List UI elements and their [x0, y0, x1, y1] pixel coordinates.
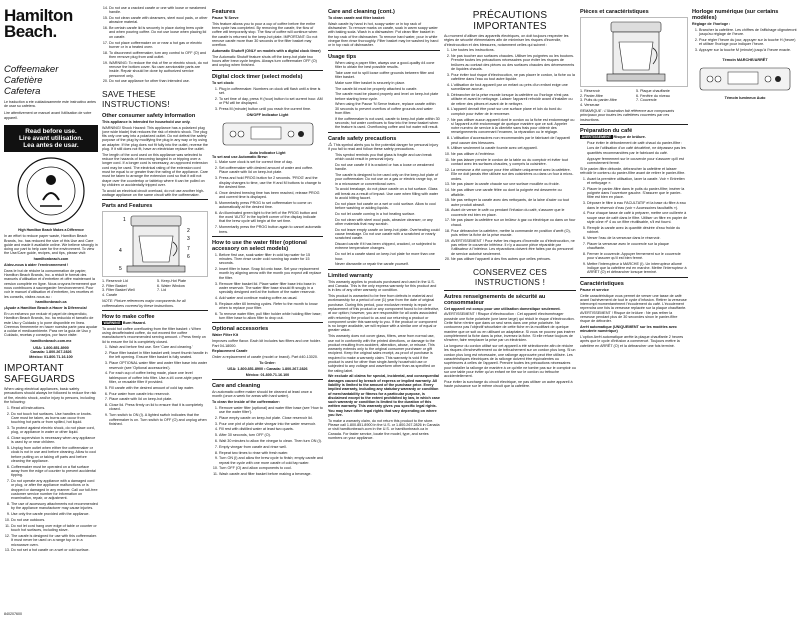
safeguard-item: 8. The use of accessory attachments not recommended by the appliance manufacturer may cause injuries. — [11, 502, 98, 511]
filter-step: 4. Add water and continue making coffee as usual. — [219, 296, 323, 300]
carafe-clean-text: Wash carafe by hand in hot, soapy water or in top rack of dishwasher. To remove marks on carafe, soak in warm soapy water with baking soda. Wash in a dishwasher. Put clean filter basket in the top rack of the dishwasher. To remove hard water, pour in white vinegar then rinse thoroughly. Filter basket may be washed by hand or in top rack of dishwasher. — [328, 21, 439, 48]
fr-coffeemaker-diagram — [580, 17, 688, 87]
fr-reglage-step: 2. Pour régler l'heure du jour, appuyer sur la touche H (heure) et utiliser l'horloge pour indiquer l'heure. — [699, 38, 798, 47]
env-para-es: En un esfuerzo por reducir el papel de desperdicio, Hamilton Beach Brands, Inc. ha reducido el tamaño de este Uso y Cuidado y lo pone disponible en línea. Creemos firmemente en hacer nuestra parte para ayudar a cuidar el medioambiente. Para ver la guía de Uso y Cuidado, recetas y consejos, por favor visite: — [4, 311, 98, 338]
phone-usa: USA: 1.800.851.8900 — [33, 345, 69, 350]
divider — [328, 50, 440, 51]
warranty-para: We exclude all claims for special, incidental, and consequential damages caused by breach of express or implied warranty. All liability is limited to the amount of the purchase price. Every implied warranty, including any statutory warranty or condition of merchantability or fitness for a particular purpose, is disclaimed except to the extent prohibited by law, in which case such warranty or condition is limited to the duration of this written warranty. This warranty gives you specific legal rights. You may have other legal rights that vary depending on where you live. — [328, 374, 440, 418]
safety-item: • Do not let carafe coming in a hot heating surface. — [335, 212, 440, 216]
fr-other-sub: Cet appareil est conçu pour une utilisation domestique seulement. — [444, 306, 561, 311]
clock-step: 2. To set time of day, press H (hour) button to set current hour. AM or PM will be displayed. — [219, 97, 323, 106]
fr-other-para: La longueur du cordon utilisé sur cet appareil a été sélectionnée afin de réduire les risques d'enchevêtrement ou de trébuchement sur un cordon plus long. Si un cordon plus long est nécessaire, une rallonge approuvée peut être utilisée. Les caractéristiques électriques de la rallonge doivent être équivalentes ou supérieures à celles de l'appareil. Prendre toutes les précautions nécessaires pour installer la rallonge de manière à ce qu'elle ne tombe pas sur le comptoir ou sur une table pour éviter qu'un enfant ne tire sur le cordon ou trébuche accidentellement. — [444, 344, 576, 379]
part-keep-hot-plate: 5. Keep-Hot Plate — [157, 279, 187, 284]
fr-marche-label: Témoin MARCHE/ARRÊT — [722, 58, 768, 63]
fr-item: 19. AVERTISSEMENT ! Pour éviter les risques d'incendie ou d'électrocution, ne pas retirer le couvercle inférieur. Il n'y a aucune pièce réparable par l'utilisateur à l'intérieur. Les réparations doivent être faites par du personnel de service autorisé seulement. — [451, 239, 576, 256]
care-cont-heading: Care and cleaning (cont.) — [328, 9, 395, 15]
divider — [580, 124, 688, 125]
clock-steps — [212, 87, 323, 111]
env-para-fr: Dans le but de réduire la consommation de papier, Hamilton Beach Brands, Inc. a réduit le format des manuels d'utilisation et d'entretien et offre maintenant la version complète en ligne. Nous croyons fermement que nous contribuons à sauvegarder l'environnement. Pour voir le manuel d'utilisation et d'entretien, les recettes et les conseils, visitez-nous au : — [4, 268, 97, 299]
fr-item: 8. L'utilisation d'accessoires non recommandés par le fabricant de l'appareil peut causer des blessures. — [451, 136, 576, 145]
optional-accessories-heading: Optional accessories — [212, 326, 269, 333]
howto-step: 4. For each cup of coffee being made, place one level tablespoon of coffee into filter. Use a #4 cone-style paper filter, or reusable filter if provided. — [109, 371, 208, 384]
filter-step: 5. Replace after 60 brewing cycles. Refer to the month to know when to replace your filter. — [219, 302, 323, 311]
column-features — [212, 6, 323, 616]
env-title-es: ¡Ayude a Hamilton Beach a Hacer la Diferencia! — [4, 306, 87, 311]
safety-item: • Do not let a carafe stand on keep-hot plate for more than one hour. — [335, 252, 440, 261]
fr-parts-note: REMARQUE : L'illustration fait référence aux composants principaux pour toutes les cafetières couvertes par ces instructions. — [580, 109, 675, 122]
howto-step: 5. Fill carafe with the desired amount of cold tap water. — [109, 386, 208, 390]
column-cover — [4, 6, 98, 616]
fr-burn-label: Risque de brûlure. — [613, 134, 646, 139]
fr-prep-step: 4. Pour chaque tasse de café à préparer, mettre une cuillerée à soupe rase de café dans le filtre. Utiliser un filtre en papier de style cône nº 4 ou un filtre réutilisable, s'il est fourni. — [587, 211, 688, 224]
filter-step: 6. To remove water filter, pull filter holder while holding filter base; turn filter base to allow filter to drop out. — [219, 312, 323, 321]
fr-arret-text: L'option Arrêt automatique arrête la plaque chauffante 2 heures après que le cycle d'infusion a commencé. Toujours mettre la cafetière en ARRÊT (O) et la débrancher une fois terminé. — [580, 335, 684, 348]
howto-step: 1. Wash and before first use. See 'Care and cleaning.' — [109, 345, 208, 349]
safety-item: • Do not use carafe if it is cracked or has a loose or weakened handle. — [335, 163, 440, 172]
fr-pause-sub: Pause et service — [580, 287, 609, 292]
water-filter-kit-text: Improves coffee flavor. Each kit includes two filters and one holder. Part 04-18000. — [212, 339, 321, 348]
safeguards-list — [4, 406, 98, 553]
svg-text:4: 4 — [119, 248, 122, 255]
usage-tips-list — [328, 61, 440, 130]
fr-pause-text: Cette caractéristique vous permet de verser une tasse de café avant l'achèvement de tout le cycle d'infusion. Retirer la verseuse interrompt momentanément l'écoulement du café. L'écoulement reprendra une fois la verseuse replacée sur la plaque chauffante. AVERTISSEMENT ! Risque de brûlure : Ne pas retirer la verseuse pendant plus de 30 secondes sinon le panier-filtre risque de déborder. — [580, 293, 687, 324]
fr-item: 5. Débrancher de la prise murale lorsque la cafetière ou l'horloge n'est pas utilisée et avant le nettoyage. Laisser l'appareil refroidir avant d'installer ou de retirer des pièces et avant de le nettoyer. — [451, 93, 576, 106]
parts-note: NOTE: Picture references major components for all coffeemakers covered by these instructions. — [102, 299, 186, 308]
read-es: Lea antes de usar. — [23, 142, 79, 150]
safeguard-item: 2. Do not touch hot surfaces. Use handles or knobs. Care must be taken, as burns can occur from touching hot parts or from spilled, hot liquid. — [11, 412, 98, 425]
intro-fr: Lire attentivement ce manuel avant l'utilisation de votre appareil. — [4, 111, 92, 120]
safeguard-item: 14. Do not use a cracked carafe or one with loose or weakened handle. — [109, 6, 208, 15]
fr-intro: Au moment d'utiliser des appareils électriques, on doit toujours respecter les règles de sécurité élémentaires afin de minimiser les risques d'incendie, d'électrocution et des blessures, notamment celles qui suivent : — [444, 34, 569, 47]
safeguard-item: 13. Do not set a hot carafe on a wet or cold surface. — [11, 548, 98, 552]
usage-tip: • The carafe lid must be properly attached to carafe. — [335, 87, 440, 91]
fr-control-panel-diagram — [692, 64, 798, 94]
fr-prep-step: 3. Déposer le filtre à eau FACULTATIF et la base du filtre à eau dans le réservoir d'eau (voir « Accessoires facultatifs »). — [587, 201, 688, 210]
safeguard-item: 15. Do not clean carafe with cleansers, steel wool pads, or other abrasive material. — [109, 16, 208, 25]
divider — [444, 290, 576, 291]
other-safety-para: To avoid an electrical circuit overload, do not use another high-wattage appliance on the same circuit with the coffeemaker. — [102, 188, 205, 197]
fr-prep-step: 9. Mettre l'interrupteur à MARCHE (I). Un interrupteur allumé indique que la cafetière est en marche. Mettre l'interrupteur à ARRÊT (O) et débrancher lorsque terminé. — [587, 262, 688, 275]
parts-heading: Parts and Features — [102, 203, 153, 210]
env-title-fr: Aidez-nous à aider l'environnement ! — [4, 263, 69, 267]
pause-serve-title: Pause 'N Serve — [212, 16, 239, 20]
howto-heading: How to make coffee — [102, 313, 155, 320]
filter-step: 2. Insert filter in base. Snap lid onto base. Set your replacement month by aligning arrow with the month you expect will replace the filter. — [219, 267, 323, 280]
fr-prep-step: 5. Remplir la carafe avec la quantité désirée d'eau froide du robinet. — [587, 226, 688, 235]
part-reservoir-fr: 1. Réservoir — [580, 89, 600, 93]
column-fr-parts — [580, 6, 688, 616]
howto-intro: To avoid hot coffee overflowing from the filter basket: • When using decaffeinated coffee, do not exceed the coffee manufacturer's recommended serving amount. • Press firmly on lid to ensure the lid is completely closed. — [102, 326, 206, 344]
carafe-safety-heading: Carafe safety precautions — [328, 135, 397, 142]
replacement-carafe-text: Order a replacement of carafe (model or brand). Part #40-13020. — [212, 355, 318, 360]
divider — [212, 236, 323, 237]
fr-item: 3. Pour éviter tout risque d'électrocution, ne pas placer le cordon, la fiche ou la cafetière dans l'eau ou tout autre liquide. — [451, 73, 576, 82]
env-para-en: In an effort to reduce paper waste, Hamilton Beach Brands, Inc. has reduced the size of this Use and Care guide and made it available online. We believe strongly in doing our part to help care for the environment. To view the Use/Care guide, recipes, and tips, please visit: — [4, 234, 98, 256]
fr-prep-step: 2. Placer le panier-filtre dans le puits du panier-filtre; insérer la poignée dans l'ouverture gauche. S'assurer que le panier-filtre est bien en place. — [587, 187, 688, 200]
howto-step: 8. Close lid. Press firmly on lid to ensure that it is completely closed. — [109, 403, 208, 412]
fr-item: 2. Ne pas toucher aux surfaces chaudes. Utiliser les poignées ou les boutons. Prendre toutes les précautions nécessaires pour éviter les risques de brûlures au contact des pièces ou des surfaces chaudes des déversements de liquides chauds. — [451, 54, 576, 71]
fr-auto-label: Témoin lumineux Auto — [724, 96, 766, 101]
howto-step: 7. Place carafe with lid on keep-hot plate. — [109, 397, 208, 401]
carafe-clean-sub: To clean carafe and filter basket: — [328, 16, 386, 20]
logo-line2: Beach. — [4, 22, 57, 41]
fr-prep-step: 6. Verser l'eau de la verseuse dans le réservoir. — [587, 236, 688, 240]
clean-step: 2. Place empty carafe on keep-hot plate. Close reservoir lid. — [219, 416, 323, 420]
clean-step: 11. Wash carafe and filter basket before making a beverage. — [219, 472, 323, 476]
safeguard-item: 4. Close supervision is necessary when any appliance is used by or near children. — [11, 436, 98, 445]
column-fr-clock — [692, 6, 798, 616]
clean-step: 10. Turn OFF (O) and allow components to cool. — [219, 466, 323, 470]
warranty-para: This product is warranted to be free from defects in material and workmanship for a period of one (1) year from the date of original purchase. During this period, your exclusive remedy is repair or replacement of this product or any component found to be defective, at our option; however, you are responsible for all costs associated with returning the product to us and our returning a product or component under this warranty to you. If the product or component is no longer available, we will replace with a similar one of equal or greater value. — [328, 294, 440, 333]
divider — [328, 132, 440, 133]
column-safety-parts — [102, 6, 208, 616]
column-care-warranty — [328, 6, 440, 616]
safeguard-item: 5. Unplug from outlet when either the coffeemaker or clock is not in use and before cleaning. Allow to cool before putting on or taking off parts and before cleaning the appliance. — [11, 446, 98, 463]
fr-other-para: AVERTISSEMENT ! Risque d'électrocution : Cet appareil électroménager possède une fiche polarisée (une lame large) qui réduit le risque d'électrocution. Cette fiche n'entre que dans un seul sens dans une prise polarisée. Ne contournez pas l'objectif sécuritaire de cette fiche en la modifiant de quelque manière que ce soit ou en utilisant un adaptateur. Si vous ne pouvez pas insérer complètement la fiche dans la prise, inversez la fiche. Si elle refuse toujours de s'insérer, faire remplacer la prise par un électricien. — [444, 312, 575, 343]
svg-text:5: 5 — [119, 266, 122, 273]
divider — [102, 199, 208, 200]
fr-precautions-heading: PRÉCAUTIONS IMPORTANTES — [472, 10, 548, 32]
clean-step: 7. Empty vinegar from carafe and rinse well. — [219, 445, 323, 449]
fr-item: 17. Ne pas placer la cafetière sur un brûleur à gaz ou électrique ou dans un four chaud. — [451, 218, 576, 227]
fr-prep-steps — [580, 177, 688, 275]
part-reservoir-lid: 1. Reservoir Lid — [102, 279, 128, 284]
fr-prep-step: 8. Fermer le couvercle. Appuyer fermement sur le couvercle pour s'assurer qu'il est bien fermé. — [587, 252, 688, 261]
divider — [212, 70, 323, 71]
phone-numbers — [4, 346, 98, 360]
usage-tip: • When using the Pause 'N Serve feature, replace carafe within 30 seconds to prevent overflow of coffee grounds and water from filter. — [335, 102, 440, 115]
brand-logo — [4, 8, 98, 40]
svg-text:2: 2 — [187, 228, 190, 235]
read-en: Read before use. — [25, 127, 77, 135]
divider — [102, 310, 208, 311]
fr-prep-step: 1. Avant la première utilisation, laver la carafe. Voir « Entretien et nettoyage ». — [587, 177, 688, 186]
usage-tip: • Make sure filter basket is securely in place. — [335, 81, 440, 85]
document-code: 840207600 — [4, 612, 22, 616]
fr-horloge-heading: Horloge numérique (sur certains modèles) — [692, 9, 779, 21]
fr-precautions-list — [444, 48, 576, 261]
usage-tips-heading: Usage tips — [328, 53, 357, 60]
fr-parts-legend — [580, 89, 688, 107]
auto-step: 4. Once desired brewing time has been reached, release PROG and current time is displayed. — [219, 191, 323, 200]
clean-step: 4. Fill rest with distilled water at least two quarts. — [219, 427, 323, 431]
title-es: Cafetera — [4, 86, 41, 97]
filter-step: 1. Before first use, soak water filter in cold tap water for 15 minutes. Then rinse under cold running tap water for 15 seconds. — [219, 253, 323, 266]
other-safety-sub: This appliance is intended for household use only. — [102, 119, 191, 124]
part-panier-fr: 2. Panier-filtre — [580, 93, 603, 98]
usage-tip: • When using a paper filter, always use a good-quality #4 cone filter to obtain the best possible results. — [335, 61, 440, 70]
part-verseuse-fr: 4. Verseuse — [580, 102, 600, 107]
part-filter-basket: 2. Filter Basket — [102, 283, 127, 288]
fr-prep-intro-item: • Lors de l'utilisation d'un café décaféiné, ne dépassez pas les quantités recommandées par le fabricant du café. — [587, 146, 688, 155]
safeguard-item: 6. Coffeemaker must be operated on a flat surface away from the edge of counter to prevent accidental tipping. — [11, 465, 98, 478]
fr-reglage-steps — [692, 28, 798, 52]
safeguards-intro: When using electrical appliances, basic safety precautions should always be followed to reduce the risk of fire, electric shock, and/or injury to persons, including the following: — [4, 387, 97, 404]
digital-timer-heading: Digital clock timer (select models) — [212, 73, 303, 80]
svg-text:7: 7 — [187, 246, 190, 253]
safety-item: • The carafe is designed to be used only on the keep-hot plate of your coffeemaker. Do not use on a gas or electric range top, or in a microwave or conventional oven. — [335, 173, 440, 186]
other-safety-heading: Other consumer safety information — [102, 112, 196, 119]
fr-item: 4. L'utilisation de tout appareil par un enfant ou près d'un enfant exige une surveillance accrue. — [451, 83, 576, 92]
burn-hazard-label: Burn Hazard. — [122, 320, 146, 325]
safety-item: • Do not place hot carafe on a wet or cold surface. Allow to cool before washing or adding liquids. — [335, 202, 440, 211]
phone-canada: Canada: 1.800.267.2826 — [30, 350, 72, 355]
to-order-title: To Order: — [259, 360, 276, 365]
fr-warning-badge: AVERTISSEMENT — [581, 134, 611, 139]
safeguard-item: 3. To protect against electric shock, do not place cord, plug, or appliance in water or other liquid. — [11, 426, 98, 435]
carafe-safety-intro: This symbol alerts you to the potential danger for personal injury if you fail to read and follow these safety precautions. — [328, 142, 439, 152]
usage-tip: • If the coffeemaker is not used, carafe to keep-hot plate within 30 seconds; hot water continues to flow into the brew basket when the feature is used. Overflowing coffee and hot water will result. — [335, 117, 440, 130]
safety-item: • Do not leave empty carafe on keep-hot plate. Overheating could cause breakage. Do not use carafe with a scratched or nearly scratched carafe. — [335, 228, 440, 241]
fr-char-heading: Caractéristiques — [580, 280, 624, 287]
care-heading: Care and cleaning — [212, 382, 261, 389]
fr-item: 1. Lire toutes les instructions. — [451, 48, 576, 52]
safeguard-item: 11. Do not let cord hang over edge of table or counter or touch hot surfaces, including stove. — [11, 524, 98, 533]
usage-tip: • The carafe must be placed properly and level on keep-hot plate before starting brew cycle. — [335, 92, 440, 101]
product-titles — [4, 64, 98, 97]
auto-shutoff-title: Automatic Shutoff (ONLY on models with a digital clock timer) — [212, 49, 321, 54]
fr-item: 14. Ne pas utiliser une carafe fêlée ou dont la poignée est desserrée ou affaiblie. — [451, 188, 576, 197]
control-panel-diagram — [212, 119, 323, 149]
onoff-indicator-label: ON/OFF Indicator Light — [246, 112, 289, 117]
clean-step: 6. Wait 30 minutes to allow the vinegar to clean. Then turn ON (I). — [219, 439, 323, 443]
auto-step: 5. Momentarily press PROG to set coffeemaker to come on automatically at the desired time. — [219, 201, 323, 210]
part-puits-fr: 3. Puits du panier-filtre — [580, 98, 617, 102]
part-filter-basket-well: 3. Filter Basket Well — [102, 288, 135, 293]
warning-badge: WARNING — [103, 320, 121, 325]
divider — [580, 277, 688, 278]
clock-step: 1. Plug in coffeemaker. Numbers on clock will flash until a time is set. — [219, 87, 323, 96]
howto-step: 6. Pour water from carafe into reservoir. — [109, 392, 208, 396]
safeguard-item: 7. Do not operate any appliance with a damaged cord or plug, or after the appliance malfunctions or is dropped or damaged in any manner. Call our toll-free customer service number for information on examination, repair, or adjustment. — [11, 479, 98, 500]
clean-step: 1. Remove water filter (optional) and water filter base (see 'How to use the water filter'). — [219, 406, 323, 415]
warranty-para: To make a warranty claim, do not return this product to the store. Please call 1.800.851.8900 in the U.S. or 1.800.267.2826 in Canada or visit hamiltonbeach.com in the U.S. or hamiltonbeach.ca in Canada. For faster service, locate the model, type, and series numbers on your appliance. — [328, 418, 440, 441]
fr-reglage-step: 3. Appuyer sur la touche M (minute) jusqu'à l'heure exacte. — [699, 48, 798, 52]
order-phone: México: 01.800.71.16.100 — [245, 372, 290, 377]
logo-line1: Hamilton — [4, 6, 73, 25]
features-heading: Features — [212, 9, 236, 15]
fr-other-heading: Autres renseignements de sécurité au consommateur — [444, 293, 546, 306]
clean-step: 3. Pour one pint of plain white vinegar into the water reservoir. — [219, 422, 323, 426]
auto-shutoff-text: The Automatic Shutoff feature shuts off the keep-hot plate two hours after brew cycle begins. Always turn coffeemaker OFF (O) and unplug when finished. — [212, 54, 317, 68]
fr-item: 9. Utiliser seulement la carafe fournie avec cet appareil. — [451, 146, 576, 150]
safeguards-heading: IMPORTANT SAFEGUARDS — [4, 363, 75, 385]
safeguard-item: 18. To disconnect coffeemaker, turn any control to OFF (O) and then remove plug from wall outlet. — [109, 51, 208, 60]
parts-legend — [102, 279, 208, 297]
site-mx-link[interactable]: hamiltonbeach.com.mx — [30, 339, 72, 344]
safeguard-item: 16. Be certain carafe lid is securely in place during brew cycle and when pouring coffee. Do not use loose when placing lid on carafe. — [109, 26, 208, 39]
filter-step: 3. Remove filter basket lid. Place water filter base into base in water reservoir. The water filter base should fit snugly in a specially designed well at the bottom of the water reservoir. — [219, 282, 323, 295]
fr-parts-heading: Pièces et caractéristiques — [580, 9, 649, 15]
safety-item: • To avoid breakage, do not place carafe on a hot surface. Glass will break as a result of impact. Use care when filling with water to avoid hitting faucet. — [335, 187, 440, 200]
fr-item: 18. Pour débrancher la cafetière, mettre la commande en position d'arrêt (O), puis retirer la fiche de la prise murale. — [451, 229, 576, 238]
fr-item: 20. Ne pas utiliser l'appareil à des fins autres que celles prévues. — [451, 257, 576, 261]
divider — [212, 322, 323, 323]
part-fenetre-fr: 6. Fenêtre du niveau — [636, 93, 670, 98]
safeguards-continued — [102, 6, 208, 84]
part-couvercle-fr: 7. Couvercle — [636, 98, 657, 102]
clean-step: 8. Repeat two times to rinse with fresh water. — [219, 451, 323, 455]
site-us-link[interactable]: hamiltonbeach.com — [33, 257, 69, 262]
fr-item: 7. Ne pas utiliser aucun appareil dont le cordon ou la fiche est endommagé ou si l'appareil a été endommagé de quelque manière que ce soit. Appeler notre numéro de service à la clientèle sans frais pour obtenir des renseignements concernant l'examen, la réparation ou le réglage. — [451, 118, 576, 135]
auto-brew-steps — [212, 160, 323, 233]
fr-reglage-step: 1. Brancher la cafetière. Les chiffres de l'affichage clignoteront jusqu'au réglage de l'heure. — [699, 28, 798, 37]
seal-caption: High Hamilton Beach Makes a Difference — [18, 228, 84, 233]
clean-inside-sub: To clean the inside of the coffeemaker: — [212, 399, 280, 404]
usage-tip: • Take care not to spill loose coffee grounds between filter and filter basket. — [335, 71, 440, 80]
part-lid: 7. Lid — [157, 288, 167, 293]
safety-item: • This symbol reminds you that glass is fragile and can break which could result in personal injury. — [335, 153, 440, 162]
fr-item: 15. Ne pas nettoyer la carafe avec des nettoyants, de la laine d'acier ou tout autre produit abrasif. — [451, 198, 576, 207]
clock-step: 3. Press M (minute) button until you reach the current time. — [219, 107, 323, 111]
svg-text:3: 3 — [187, 236, 190, 243]
safety-item: • Discard carafe if it has been chipped, cracked, or subjected to extreme temperature changes. — [335, 242, 440, 251]
safety-item: • Never dismantle or repair the carafe yourself. — [335, 262, 440, 266]
fr-other-para: Pour éviter la surcharge du circuit électrique, ne pas utiliser un autre appareil à haute puissance sur le même circuit que la cafetière. — [444, 379, 573, 389]
fr-item: 10. Ne pas utiliser à l'extérieur. — [451, 152, 576, 156]
water-filter-heading: How to use the water filter (optional accessory on select models) — [212, 239, 307, 252]
pause-serve-text: This feature allows you to pour a cup of coffee before the entire brew cycle has completed. By removing the carafe, the flow of coffee will temporarily stop. The flow of coffee will continue when the carafe is returned to the keep-hot plate. IMPORTANT: Do not remove carafe more than 30 seconds or the filter basket may overflow. — [212, 21, 318, 48]
title-en: Coffeemaker — [4, 64, 59, 75]
care-text: An automatic coffee maker should be cleaned at least once a month (once a week for areas with hard water). — [212, 389, 312, 399]
clean-step: 9. Turn ON (I) and allow the brew cycle to finish; empty carafe and repeat the cycle with one more carafe of cold tap water. — [219, 456, 323, 465]
order-phone: USA: 1.800.851.8900 • Canada: 1.800.267.2826 — [227, 366, 308, 371]
safeguard-item: 9. Use only the carafe provided with the appliance. — [11, 512, 98, 516]
auto-step: 2. Set coffeemaker with desired amount of water and coffee. Place carafe with lid on keep-hot plate. — [219, 166, 323, 175]
svg-text:1: 1 — [123, 217, 126, 224]
howto-step: 9. Turn switch to ON (I). A lighted switch indicates that the coffeemaker is on. Turn switch to OFF (O) and unplug when finished. — [109, 413, 208, 426]
title-fr: Cafetière — [4, 75, 43, 86]
safety-item: • Do not clean with steel wool pads, abrasive cleanser, or any other materials that may scratch. — [335, 218, 440, 227]
warranty-para: This warranty applies to products purchased and used in the U.S. and Canada. This is the only express warranty for this product and is in lieu of any other warranty or condition. — [328, 279, 437, 293]
fr-save-heading: CONSERVEZ CES INSTRUCTIONS ! — [472, 266, 548, 288]
fr-reglage-sub: Réglage de l'horloge : — [692, 22, 731, 26]
carafe-safety-list — [328, 153, 440, 267]
fr-prep-intro-item: • Pour éviter le débordement de café chaud du panier-filtre : — [587, 141, 688, 145]
filter-steps — [212, 253, 323, 321]
part-carafe: 4. Carafe — [102, 292, 118, 297]
phone-mexico: México: 01.800.71.16.100 — [29, 354, 73, 359]
safeguard-item: 10. Do not use outdoors. — [11, 518, 98, 522]
fr-prep-step: 7. Placer la verseuse avec le couvercle sur la plaque chauffante. — [587, 242, 688, 251]
divider — [328, 269, 440, 270]
part-plaque-fr: 5. Plaque chauffante — [636, 89, 670, 93]
svg-text:6: 6 — [187, 254, 190, 261]
howto-step: 2. Place filter basket in filter basket well; insert thumb handle in the left opening. Ensure filter basket is fully seated. — [109, 351, 208, 360]
divider — [212, 379, 323, 380]
safeguard-item: 17. Do not place coffeemaker on or near a hot gas or electric burner or in a heated oven. — [109, 41, 208, 50]
replacement-carafe-title: Replacement Carafe — [212, 349, 248, 354]
safeguard-item: 1. Read all instructions. — [11, 406, 98, 410]
difference-seal-icon — [16, 156, 86, 226]
set-clock-sub: To set clock: — [212, 80, 235, 85]
read-fr: Lire avant utilisation. — [19, 135, 83, 143]
part-water-window: 6. Water Window — [157, 283, 185, 288]
safeguard-item: 19. WARNING: To reduce the risk of fire or electric shock, do not remove the bottom cover. No user-serviceable parts are inside. Repair should be done by authorized service personnel only. — [109, 61, 208, 78]
auto-step: 1. Make sure clock is set for correct time of day. — [219, 160, 323, 164]
fr-item: 6. L'appareil devrait être posé sur une surface plane et loin du bord du comptoir pour éviter de le renverser. — [451, 107, 576, 116]
auto-step: 6. An illuminated green light to the left of the PROG button and the word 'AUTO' in the top/left corner of the display indicate that the brew cycle will begin at the set time. — [219, 211, 323, 224]
fr-item: 11. Ne pas laisser pendre le cordon de la table ou du comptoir et éviter tout contact avec les surfaces chaudes, y compris la cuisinière. — [451, 158, 576, 167]
column-fr-precautions — [444, 6, 576, 616]
read-before-use-box — [4, 125, 98, 153]
other-safety-para: WARNING! Shock Hazard: This appliance has a polarized plug (one wide blade) that reduces the risk of electric shock. The plug fits only one way into a polarized outlet. Do not defeat the safety purpose of the plug by modifying the plug in any way or by using an adapter. If the plug does not fit fully into the outlet, reverse the plug. If it still does not fit, have an electrician replace the outlet. — [102, 125, 208, 152]
safeguard-item: 20. Do not use appliance for other than intended use. — [109, 79, 208, 83]
auto-step: 7. Momentarily press the PROG button again to cancel automatic brew. — [219, 225, 323, 234]
other-safety-para: The length of the cord used on this appliance was selected to reduce the hazards of becoming tangled in or tripping over a longer cord. If a longer cord is necessary, an approved extension cord may be used. The electrical rating of the extension cord must be equal to or greater than the rating of the appliance. Care must be taken to arrange the extension cord so that it will not drape over the countertop or tabletop where it can be pulled on by children or accidentally tripped over. — [102, 152, 208, 187]
clean-steps — [212, 406, 323, 477]
fr-prep-note: Si le panier-filtre déborde, débrancher la cafetière et laisser refroidir le contenu du panier-filtre avant de retirer le panier-filtre. — [580, 166, 686, 175]
auto-brew-sub: To set and use Automatic Brew: — [212, 154, 268, 159]
auto-step: 3. Press and hold PROG button for 2 seconds. 'PROG' and the display changes to time, use the H and M buttons to change to the desired time. — [219, 176, 323, 189]
howto-step: 3. Place OPTIONAL water filter and water filter base into water reservoir (see 'Optional accessories'). — [109, 361, 208, 370]
howto-steps — [102, 345, 208, 426]
fr-arret-sub: Arrêt automatique (UNIQUEMENT sur les modèles avec minuterie numérique) — [580, 325, 677, 334]
intro-es: Le traduction a ete cuidadosamente este instructivo antes de usar su cafetera. — [4, 100, 96, 109]
fr-item: 12. La verseuse a été conçue pour être utilisée uniquement avec la cafetière. Elle ne doit jamais être utilisée sur des cuisinières ou dans un four à micro-ondes. — [451, 168, 576, 181]
clean-step: 5. After 30 seconds, turn OFF (O). — [219, 433, 323, 437]
fr-prep-heading: Préparation du café — [580, 127, 633, 134]
warning-triangle-icon: ⚠ — [328, 141, 333, 148]
safeguard-item: 12. The carafe is designed for use with this coffeemaker. It must never be used on a range top or in a microwave oven. — [11, 534, 98, 547]
warranty-heading: Limited warranty — [328, 272, 373, 279]
fr-prep-intro — [580, 141, 688, 165]
auto-indicator-label: Auto Indicator Light — [249, 150, 286, 155]
fr-prep-intro-item: • Appuyer fermement sur le couvercle pour s'assurer qu'il est correctement fermé. — [587, 157, 688, 166]
site-ca-link[interactable]: hamiltonbeach.ca — [35, 300, 67, 305]
fr-item: 13. Ne pas placer la carafe chaude sur une surface mouillée ou froide. — [451, 182, 576, 186]
warranty-para: This warranty does not cover glass, filters, wear from normal use, use not in conformity with the printed directions, or damage to the product resulting from accident, alteration, abuse, or misuse. This warranty extends only to the original consumer purchaser or gift recipient. Keep the original sales receipt, as proof of purchase is required to make a warranty claim. This warranty is void if the product is used for other than single-family household use or subjected to any voltage and waveform other than as specified on the rating label. — [328, 334, 436, 373]
fr-item: 16. Avant de verser le café ou pendant l'infusion du café, s'assurer que le couvercle est bien en place. — [451, 208, 576, 217]
save-instructions-heading: SAVE THESE INSTRUCTIONS! — [102, 88, 170, 110]
coffeemaker-diagram — [102, 211, 208, 277]
water-filter-kit-title: Water Filter Kit — [212, 333, 239, 338]
